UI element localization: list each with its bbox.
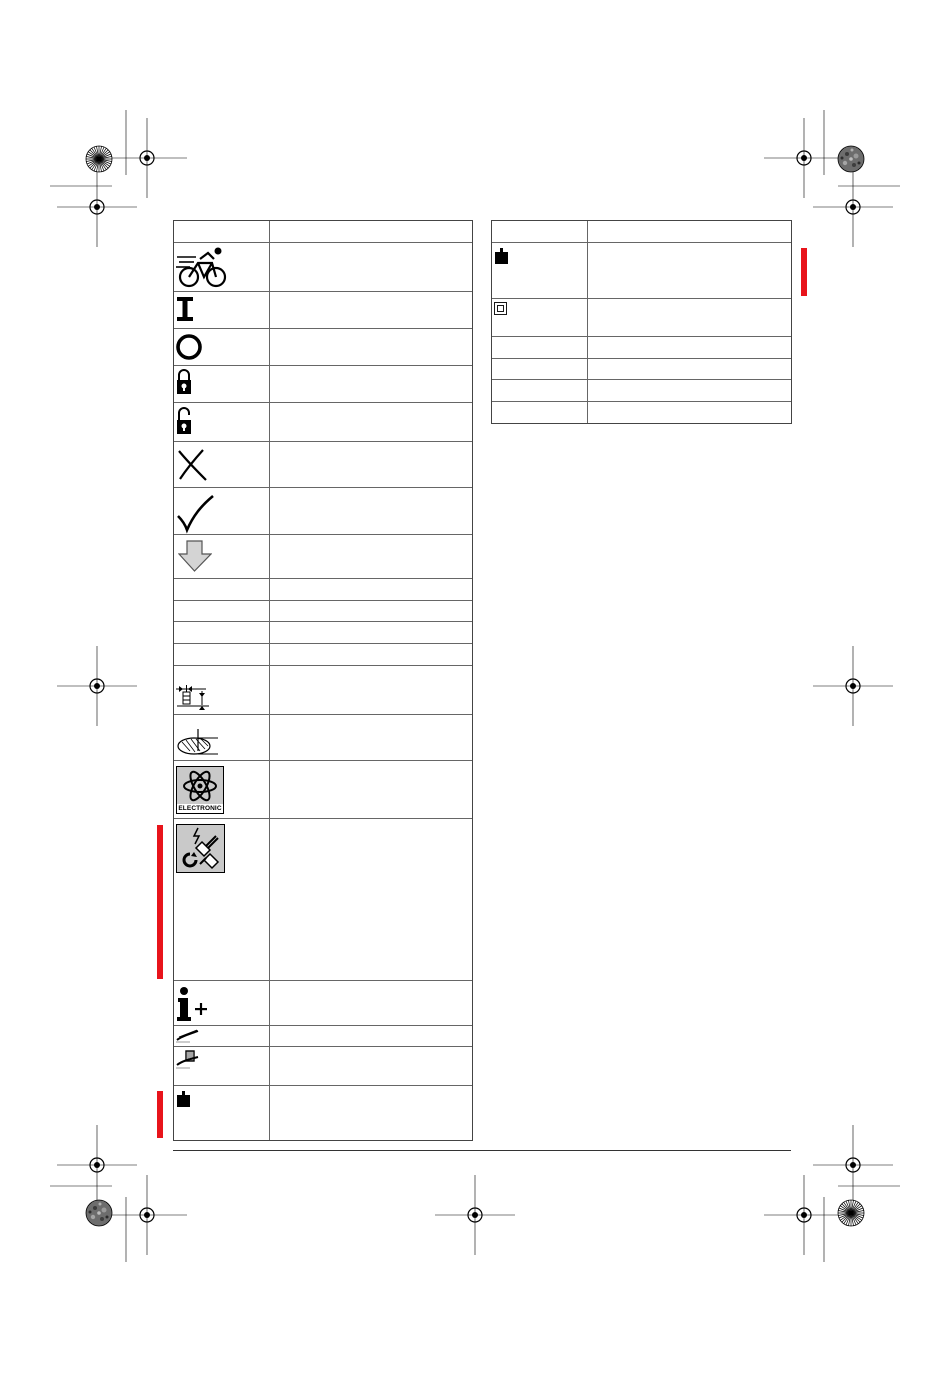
table-row — [174, 329, 472, 366]
weight-icon — [176, 1091, 192, 1109]
table-row — [492, 402, 791, 425]
table-row — [174, 981, 472, 1026]
table-row — [174, 442, 472, 488]
table-row — [492, 299, 791, 337]
table-header-row — [492, 221, 791, 243]
guide-shoe-icon — [176, 1027, 202, 1043]
table-header-row — [174, 221, 472, 243]
table-row — [492, 359, 791, 380]
checkmark-icon — [176, 494, 216, 534]
table-row — [174, 366, 472, 403]
table-row — [174, 488, 472, 535]
table-row — [174, 1086, 472, 1142]
table-row — [174, 644, 472, 666]
switch-off-icon — [175, 333, 203, 361]
table-row — [174, 622, 472, 644]
arrow-down-icon — [178, 540, 212, 572]
electronic-icon — [176, 766, 224, 814]
electronic-label: ELECTRONIC — [178, 805, 222, 812]
weight-icon — [494, 248, 510, 266]
footer-rule — [173, 1150, 791, 1151]
table-row — [174, 601, 472, 622]
depth-stop-icon — [176, 683, 210, 713]
protection-class-ii-icon — [494, 302, 508, 316]
cross-icon — [176, 448, 208, 482]
padlock-closed-icon — [176, 368, 192, 396]
table-row — [174, 292, 472, 329]
table-row — [174, 579, 472, 601]
table-row — [492, 380, 791, 402]
cyclist-speed-icon — [176, 245, 230, 289]
unplug-before-service-icon — [176, 824, 226, 874]
table-row — [492, 243, 791, 299]
table-row — [174, 535, 472, 579]
switch-on-icon — [176, 296, 196, 322]
table-row — [174, 666, 472, 715]
saw-blade-icon — [176, 729, 220, 757]
info-plus-icon — [176, 987, 210, 1023]
change-bar-right — [801, 248, 807, 296]
symbols-table-left — [173, 220, 473, 1141]
table-row — [174, 403, 472, 442]
symbols-table-right — [491, 220, 792, 424]
change-bar-left-lower — [157, 1091, 163, 1138]
padlock-open-icon — [176, 406, 194, 436]
table-row — [492, 337, 791, 359]
change-bar-left-upper — [157, 825, 163, 979]
guide-shoe-clamp-icon — [176, 1049, 202, 1069]
table-row — [174, 1047, 472, 1086]
table-row — [174, 1026, 472, 1047]
